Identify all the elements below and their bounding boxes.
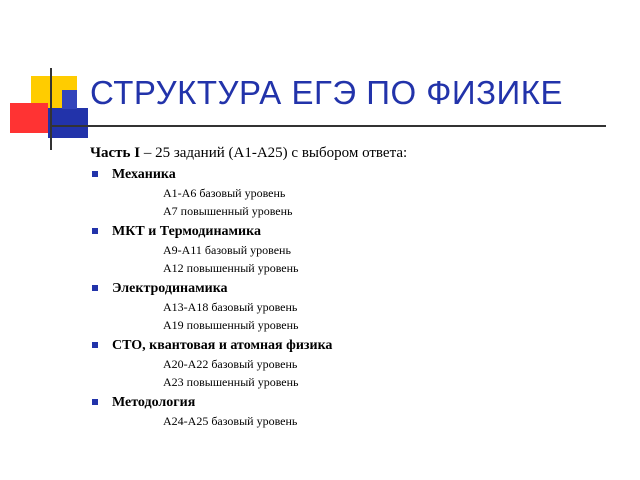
section-mechanics <box>90 165 620 220</box>
bullet-square-icon <box>92 399 98 405</box>
decor-blue-square <box>48 108 88 138</box>
decor-blue-small-square <box>62 90 77 109</box>
intro-part-label: Часть I <box>90 145 141 161</box>
section-heading: СТО, квантовая и атомная физика <box>112 338 333 353</box>
bullet-square-icon <box>92 342 98 348</box>
section-heading: Электродинамика <box>112 281 228 296</box>
intro-text: – 25 заданий (А1-А25) с выбором ответа: <box>140 145 408 161</box>
slide-content <box>90 143 620 430</box>
level-item: А1-А6 базовый уровень <box>163 186 286 200</box>
level-item: А23 повышенный уровень <box>163 375 299 389</box>
section-electrodynamics <box>90 279 620 334</box>
section-quantum-physics <box>90 336 620 391</box>
bullet-square-icon <box>92 228 98 234</box>
section-heading: МКТ и Термодинамика <box>112 224 261 239</box>
bullet-square-icon <box>92 171 98 177</box>
section-thermodynamics <box>90 222 620 277</box>
slide-title: СТРУКТУРА ЕГЭ ПО ФИЗИКЕ <box>90 74 563 111</box>
level-item: А9-А11 базовый уровень <box>163 243 291 257</box>
level-item: А24-А25 базовый уровень <box>163 414 298 428</box>
bullet-square-icon <box>92 285 98 291</box>
intro-line <box>90 143 620 163</box>
section-heading: Механика <box>112 167 176 182</box>
title-underline <box>52 125 606 127</box>
level-item: А20-А22 базовый уровень <box>163 357 298 371</box>
section-methodology <box>90 393 620 430</box>
level-item: А13-А18 базовый уровень <box>163 300 298 314</box>
level-item: А12 повышенный уровень <box>163 261 299 275</box>
level-item: А19 повышенный уровень <box>163 318 299 332</box>
level-item: А7 повышенный уровень <box>163 204 293 218</box>
decor-red-square <box>10 103 48 133</box>
section-heading: Методология <box>112 395 196 410</box>
decor-vertical-line <box>50 68 52 150</box>
